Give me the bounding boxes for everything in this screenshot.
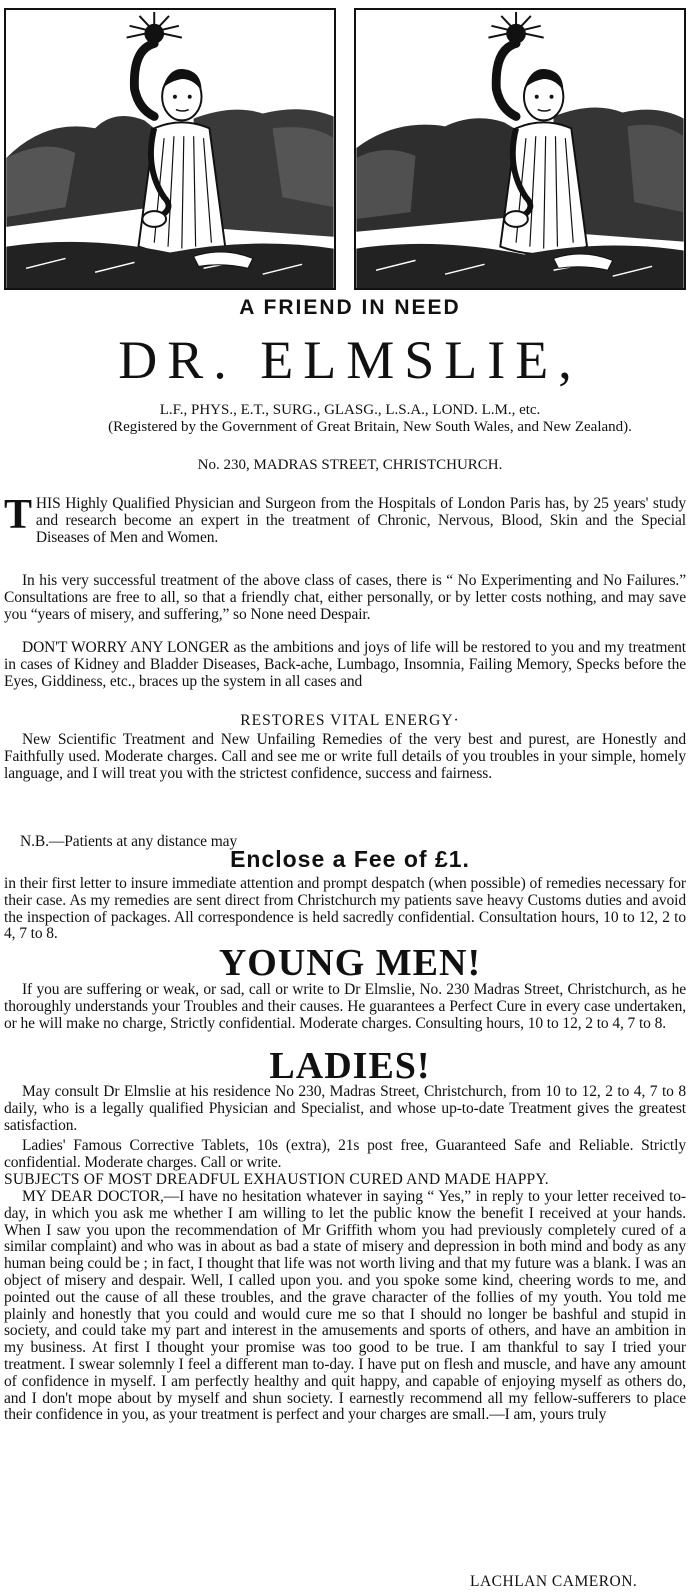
drop-cap: T bbox=[4, 492, 32, 538]
woman-with-sun-engraving-right bbox=[356, 10, 684, 288]
fee-heading: Enclose a Fee of £1. bbox=[230, 846, 470, 872]
tablets-paragraph: Ladies' Famous Corrective Tablets, 10s (extra), 21s post free, Guaranteed Safe and Reliable. Strictly confidential. Moderate charges. Call or write. bbox=[4, 1137, 686, 1171]
nb-line: N.B.—Patients at any distance may bbox=[20, 833, 238, 850]
scientific-paragraph: New Scientific Treatment and New Unfailing Remedies of the very best and purest, are Honestly and Faithfully used. Moderate charges. Call and see me or write full details of you troubles in your simple, homely language, and I will treat you with the strictest confidence, success and fairness. bbox=[4, 731, 686, 782]
intro-text: HIS Highly Qualified Physician and Surgeon from the Hospitals of London Paris has, by 25 years' study and research become an expert in the treatment of Chronic, Nervous, Blood, Skin and the Special Diseases of Men and Women. bbox=[35, 495, 686, 546]
signature: LACHLAN CAMERON. bbox=[470, 1573, 638, 1590]
restores-heading: RESTORES VITAL ENERGY· bbox=[240, 712, 460, 729]
ladies-heading: LADIES! bbox=[269, 1045, 431, 1087]
address: No. 230, MADRAS STREET, CHRISTCHURCH. bbox=[197, 457, 503, 473]
credentials: L.F., PHYS., E.T., SURG., GLASG., L.S.A., LOND. L.M., etc. bbox=[159, 402, 541, 418]
worry-paragraph: DON'T WORRY ANY LONGER as the ambitions and joys of life will be restored to you and my treatment in cases of Kidney and Bladder Diseases, Back-ache, Lumbago, Insomnia, Failing Memory, Specks before the Eyes, Giddiness, etc., braces up the system in all cases and bbox=[4, 639, 686, 690]
illustration-right bbox=[354, 8, 686, 290]
fee-paragraph: in their first letter to insure immediate attention and prompt despatch (when possible) of remedies necessary for their case. As my remedies are sent direct from Christchurch my patients save heavy Customs duties and avoid the inspection of packages. All correspondence is held sacredly confidential. Consultation hours, 10 to 12, 2 to 4, 7 to 8. bbox=[4, 875, 686, 943]
success-paragraph: In his very successful treatment of the above class of cases, there is “ No Experimenting and No Failures.” Consultations are free to all, so that a friendly chat, either personally, or by letter costs nothing, and may save you “years of misery, and suffering,” so None need Despair. bbox=[4, 572, 686, 623]
testimonial-letter: MY DEAR DOCTOR,—I have no hesitation whatever in saying “ Yes,” in reply to your letter received to-day, in which you ask me whether I am willing to let the public know the benefit I received at your hands. When I saw you upon the recommendation of Mr Griffith whom you had previously completely cured of a similar complaint) and who was in about as bad a state of misery and depression in both mind and body as any human being could be ; in fact, I thought that life was not worth living and that my future was a blank. I was an object of misery and despair. Well, I called upon you. and you spoke some kind, cheering words to me, and pointed out the cause of all these troubles, and the grave character of the follies of my youth. You told me plainly and honestly that you could and would cure me so that I should no longer be bashful and stupid in society, and could take my part and interest in the amusements and sports of others, and have an ambition in my business. At first I thought your promise was too good to be true. I am thankful to say I tried your treatment. I swear solemnly I feel a different man to-day. I have put on flesh and muscle, and have any amount of confidence in myself. I am perfectly healthy and quit happy, and capable of enjoying myself as others do, and I don't mope about by myself and shun society. I earnestly recommend all my fellow-sufferers to place their confidence in you, as your treatment is perfect and your charges are small.—I am, yours truly bbox=[4, 1188, 686, 1424]
ladies-paragraph: May consult Dr Elmslie at his residence No 230, Madras Street, Christchurch, from 10 to 12, 2 to 4, 7 to 8 daily, who is a legally qualified Physician and Specialist, and whose up-to-date Treatment gives the greatest satisfaction. bbox=[4, 1083, 686, 1134]
young-men-paragraph: If you are suffering or weak, or sad, call or write to Dr Elmslie, No. 230 Madras Street, Christchurch, as he thoroughly understands your Troubles and their causes. He guarantees a Perfect Cure in every case undertaken, or he will make no charge, Strictly confidential. Moderate charges. Consulting hours, 10 to 12, 2 to 4, 7 to 8. bbox=[4, 981, 686, 1032]
subjects-heading: SUBJECTS OF MOST DREADFUL EXHAUSTION CURED AND MADE HAPPY. bbox=[4, 1171, 549, 1188]
doctor-name: DR. ELMSLIE, bbox=[118, 330, 582, 390]
woman-with-sun-engraving-left bbox=[6, 10, 334, 288]
young-men-heading: YOUNG MEN! bbox=[218, 942, 482, 984]
illustration-left bbox=[4, 8, 336, 290]
headline: A FRIEND IN NEED bbox=[239, 296, 461, 319]
registration-note: (Registered by the Government of Great Britain, New South Wales, and New Zealand). bbox=[108, 419, 632, 435]
intro-paragraph bbox=[4, 492, 686, 546]
